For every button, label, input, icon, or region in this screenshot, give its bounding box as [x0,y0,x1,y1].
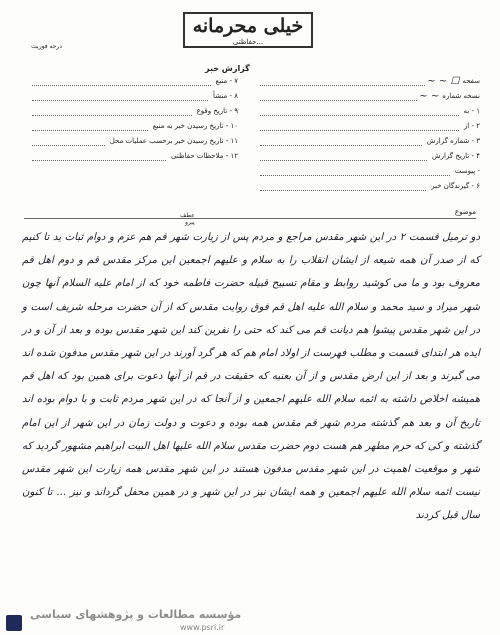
institute-logo-icon [6,615,22,631]
form-field-label: ۴ - تاریخ گزارش [432,152,480,160]
section-divider [24,218,476,219]
form-field-row [30,104,238,119]
form-field-row [258,149,480,164]
form-field-label: ۱۱ - تاریخ رسیدن خبر برحسب عملیات محل [109,137,238,145]
form-field-row [258,134,480,149]
form-field-label: نسخه شماره [442,92,480,100]
field-line [260,122,459,131]
field-line [260,137,422,146]
field-line [32,152,166,161]
classification-subtitle: ...حفاظتی [232,38,264,46]
field-line [32,122,148,131]
form-field-row [30,74,238,89]
field-line [260,152,427,161]
field-line [32,137,105,146]
form-field-label: سفحه [462,77,480,85]
form-field-row [258,89,480,104]
subject-label: موضوع [454,208,476,216]
form-field-label: ۸ - منشأ [213,92,238,100]
field-line [32,77,211,86]
field-line [260,167,450,176]
form-field-row [30,149,238,164]
form-fields-right [258,74,480,194]
form-field-label: ۱ - به [463,107,480,115]
classification-title: خیلی محرمانه [192,15,304,37]
classification-stamp [183,12,313,48]
form-field-row [30,89,238,104]
handwritten-body [22,226,480,528]
form-field-label: ۲ - از [463,122,480,130]
form-field-row [30,134,238,149]
ref-label-atf: عطف [180,212,195,219]
form-field-row [258,104,480,119]
body-paragraph: دو ترمیل قسمت ۲ در این شهر مقدس مراجع و مردم پس از زیارت شهر قم هم عزم و دوام ثبات ید تا کنیم که از صدر آن همه شیعه از ایشان انقلاب را به سلام و علیهم اجمعین این مرکز مقدس قم و دوم اهل قم معروف بود و ما می کوشید روابط و مقام تسبیح قبیله حضرت فاطمه خود که از امام علیه السلام آنها چون شهر میراد و سید محمد و سلام الله علیه اهل قم فوق روایت مقدس که از آن حضرت مرحله شریف است و در این شهر مقدس پیشوا هم دیانت قم می کند که حتی را نفرین کند این شهر مقدس بوده و بعد از آن و در ایده هر ابتدای قسمت و مطلب فهرست از اولاد امام هم که هر گرد آورند در این شهر مقدس مدفون شده اند می گیرند و بعد از این ارض مقدس و از آن بعنیه که حقیقت در قم از آنها دعوت برای همین بود که اهل قم همیشه اخلاص داشته به ائمه سلام الله علیهم اجمعین و از آنجا که در این شهر مردم ثابت و با دوام بوده اند تاریخ آن و بعد هم گذشته مردم شهر قم مقدس همه بوده و دعوت و دولت زمان در این شهر از این امام گذشته و کی که حرم مطهر هم هست دوم حضرت مقدس سلام الله علیها اهل البیت ابراهیم مشهور گردید که شهر و موقعیت اهمیت در این شهر مقدس مدفون هستند در این شهر مقدس همه زیارت این شهر مقدس نیست ائمه سلام الله علیهم اجمعین و همه ایشان نیز در این شهر و در همین محفل گرداند و نیز ... تا کنون سال قبل کردند [22,232,480,522]
form-field-label: ۶ - گیرندگان خبر [431,182,480,190]
form-field-label: ۹ - تاریخ وقوع [196,107,238,115]
watermark-text: مؤسسه مطالعات و پژوهشهای سیاسی [30,608,242,621]
form-field-row [258,164,480,179]
form-field-label: ۷ - منبع [215,77,238,85]
field-line [260,107,459,116]
form-field-label: - پیوست [454,167,480,175]
form-field-row [258,119,480,134]
form-fields-left [30,74,238,164]
field-line [260,182,426,191]
field-line [32,92,208,101]
field-line [260,77,425,86]
handwritten-value: ~ ~ [419,91,440,102]
form-field-label: ۱۲ - ملاحظات حفاظتی [171,152,238,160]
form-field-label: ۳ - شماره گزارش [426,137,480,145]
field-line [32,107,192,116]
report-heading: گزارش خبر [205,64,250,73]
handwritten-value: ☐ ~ ~ [427,76,460,87]
reference-label [180,212,195,226]
field-line [260,92,417,101]
watermark-url: www.psri.ir [180,623,225,632]
form-field-row [30,119,238,134]
form-field-row [258,179,480,194]
form-field-row [258,74,480,89]
ref-label-peyro: پیرو [185,219,195,226]
priority-label: درجه فوریت [31,43,62,50]
form-field-label: ۱۰ - تاریخ رسیدن خبر به منبع [152,122,238,130]
